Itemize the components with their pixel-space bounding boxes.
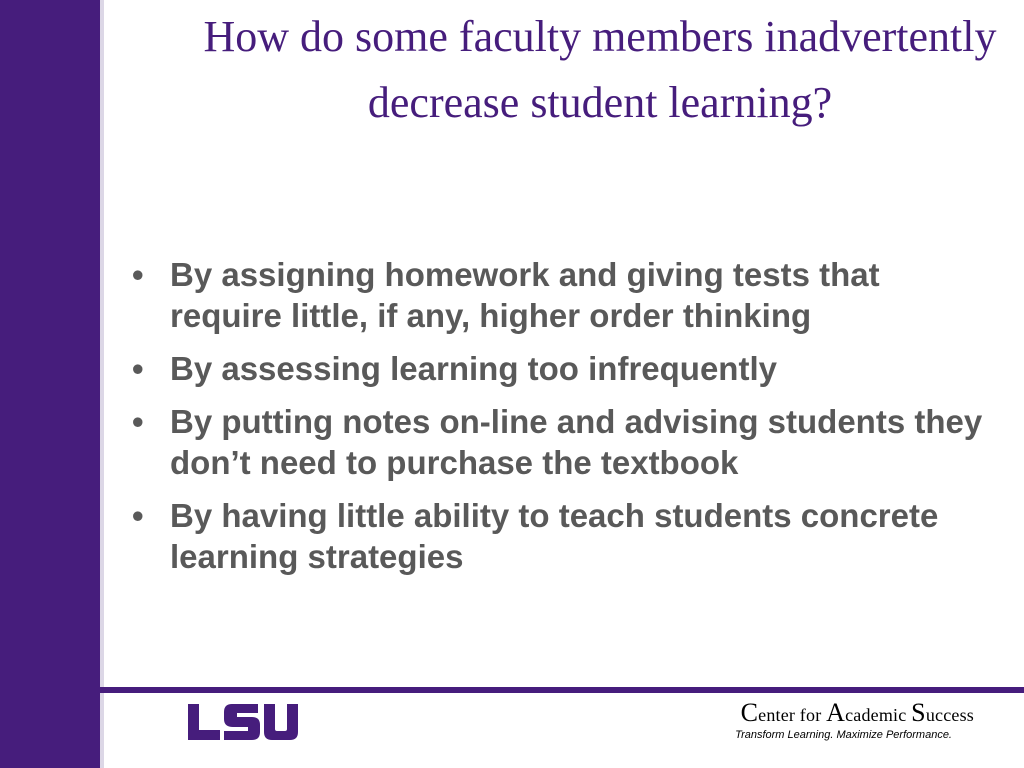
bullet-text: By assessing learning too infrequently xyxy=(170,350,777,387)
bullet-item xyxy=(128,348,988,389)
footer-divider xyxy=(100,687,1024,693)
slide-title: How do some faculty members inadvertently decrease student learning? xyxy=(203,12,997,127)
left-accent-bar xyxy=(0,0,100,768)
left-bar-edge xyxy=(100,0,104,768)
bullet-text: By putting notes on-line and advising students they don’t need to purchase the textbook xyxy=(170,403,983,481)
bullet-text: By assigning homework and giving tests that require little, if any, higher order thinking xyxy=(170,256,880,334)
bullet-item xyxy=(128,495,988,577)
center-brand xyxy=(735,700,974,742)
bullet-item xyxy=(128,401,988,483)
bullet-dot-icon: • xyxy=(132,403,144,440)
brand-tagline: Transform Learning. Maximize Performance. xyxy=(735,729,952,741)
bullet-text: By having little ability to teach students concrete learning strategies xyxy=(170,497,939,575)
lsu-logo-icon xyxy=(186,702,300,742)
bullet-dot-icon: • xyxy=(132,256,144,293)
bullet-item xyxy=(128,254,988,336)
bullet-list xyxy=(128,254,988,589)
bullet-dot-icon: • xyxy=(132,350,144,387)
brand-name: Center for Academic Success xyxy=(740,698,974,727)
bullet-dot-icon: • xyxy=(132,497,144,534)
